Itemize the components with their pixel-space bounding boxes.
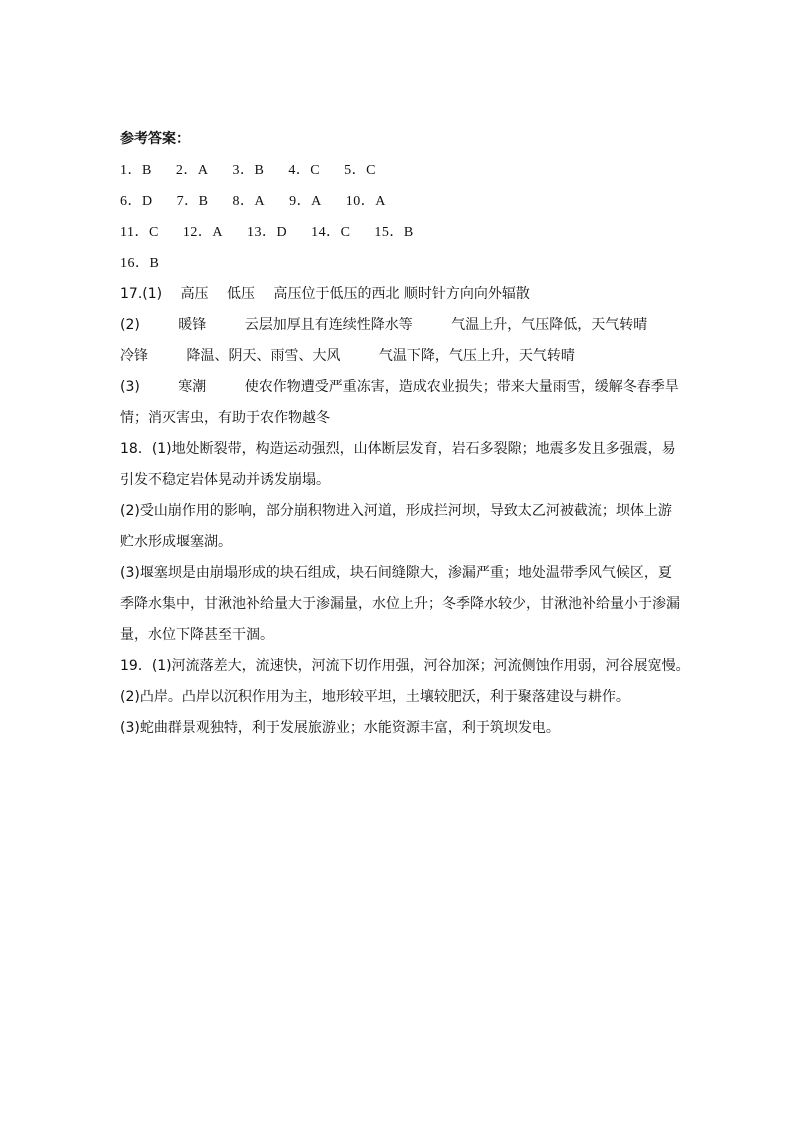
mc-answer: 2．A <box>175 163 209 178</box>
q17-answer-warm-weather: 云层加厚且有连续性降水等 <box>244 317 413 333</box>
mc-row-3 <box>120 217 680 248</box>
mc-answer: 6．D <box>120 194 153 209</box>
q17-answer-cold-weather: 降温、阴天、雨雪、大风 <box>186 348 341 364</box>
q17-part1-number: 17.(1) <box>120 286 163 302</box>
mc-answer: 13．D <box>246 225 288 240</box>
q17-answer-warm-after: 气温上升，气压降低，天气转晴 <box>451 317 648 333</box>
q17-answer-cold-wave: 寒潮 <box>178 379 207 395</box>
mc-row-1 <box>120 155 680 186</box>
mc-answer: 16．B <box>120 256 160 271</box>
q18-part1-line-2: 引发不稳定岩体晃动并诱发崩塌。 <box>120 472 330 488</box>
q17-answer-cold-front: 冷锋 <box>120 348 148 364</box>
mc-row-2 <box>120 186 680 217</box>
q17-line-1 <box>120 279 680 310</box>
q19-part2: (2)凸岸。凸岸以沉积作用为主，地形较平坦，土壤较肥沃，利于聚落建设与耕作。 <box>120 689 630 705</box>
q17-answer-impact: 使农作物遭受严重冻害，造成农业损失；带来大量雨雪，缓解冬春季旱 <box>244 379 679 395</box>
mc-answer: 5．C <box>344 163 376 178</box>
mc-answer: 14．C <box>311 225 351 240</box>
q18-part3-line-2: 季降水集中，甘湫池补给量大于渗漏量，水位上升；冬季降水较少，甘湫池补给量小于渗漏 <box>120 596 680 612</box>
q17-answer-high-pressure: 高压 <box>180 286 209 302</box>
q18-part2-line-1: (2)受山崩作用的影响，部分崩积物进入河道，形成拦河坝，导致太乙河被截流；坝体上游 <box>120 503 672 519</box>
q18-part3-line-1: (3)堰塞坝是由崩塌形成的块石组成，块石间缝隙大，渗漏严重；地处温带季风气候区，夏 <box>120 565 672 581</box>
mc-answer: 12．A <box>182 225 223 240</box>
mc-answer: 9．A <box>289 194 322 209</box>
q17-part3-number: (3) <box>120 379 140 395</box>
q17-line-4 <box>120 372 680 403</box>
q18-part3-line-3: 量，水位下降甚至干涸。 <box>120 627 274 643</box>
mc-answer: 7．B <box>176 194 209 209</box>
mc-answer: 8．A <box>232 194 266 209</box>
q17-answer-low-pressure: 低压 <box>227 286 256 302</box>
q17-answer-cold-after: 气温下降，气压上升，天气转晴 <box>378 348 575 364</box>
q17-line-5: 情；消灭害虫，有助于农作物越冬 <box>120 410 330 426</box>
q17-part2-number: (2) <box>120 317 140 333</box>
q18-part2-line-2: 贮水形成堰塞湖。 <box>120 534 232 550</box>
q19-part3: (3)蛇曲群景观独特，利于发展旅游业；水能资源丰富，利于筑坝发电。 <box>120 720 560 736</box>
answer-key <box>120 124 690 744</box>
q17-answer-warm-front: 暖锋 <box>178 317 207 333</box>
mc-answer: 15．B <box>374 225 414 240</box>
q19-part1: 19．(1)河流落差大，流速快，河流下切作用强，河谷加深；河流侧蚀作用弱，河谷展宽慢。 <box>120 658 690 674</box>
mc-answer: 1．B <box>120 163 152 178</box>
mc-row-4 <box>120 248 680 279</box>
q18-part1-line-1: 18．(1)地处断裂带，构造运动强烈，山体断层发育，岩石多裂隙；地震多发且多强震，易 <box>120 441 676 457</box>
q17-line-2 <box>120 310 680 341</box>
q17-line-3 <box>120 341 680 372</box>
mc-answer: 3．B <box>232 163 265 178</box>
mc-answer: 11．C <box>120 225 159 240</box>
answer-key-heading: 参考答案： <box>120 131 190 147</box>
mc-answer: 10．A <box>345 194 386 209</box>
q17-answer-position: 高压位于低压的西北 <box>273 286 400 302</box>
mc-answer: 4．C <box>288 163 321 178</box>
q17-answer-direction: 顺时针方向向外辐散 <box>403 286 530 302</box>
